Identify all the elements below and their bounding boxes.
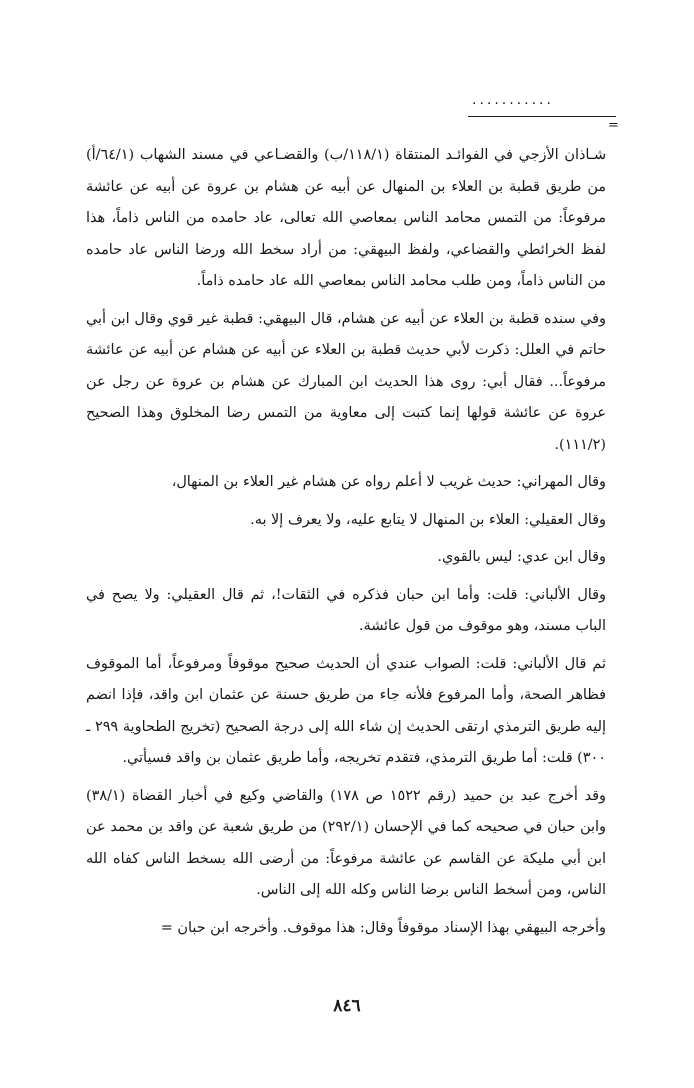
header-dots: ........... (472, 92, 554, 108)
paragraph-7: ثم قال الألباني: قلت: الصواب عندي أن الحديث صحيح موقوفاً ومرفوعاً، أما الموقوف فظاهر الصحة، وأما المرفوع فلأنه جاء من طريق حسنة عن عثمان ابن واقد، فإذا انضم إليه طريق الترمذي ارتقى الحديث إن شاء الله إلى درجة الصحيح (تخريج الطحاوية ٢٩٩ ـ ٣٠٠) قلت: أما طريق الترمذي، فتقدم تخريجه، وأما طريق عثمان بن واقد فسيأتي. (86, 655, 606, 766)
paragraph-8: وقد أخرج عبد بن حميد (رقم ١٥٢٢ ص ١٧٨) والقاضي وكيع في أخبار القضاة (٣٨/١) وابن حبان في صحيحه كما في الإحسان (٢٩٢/١) من طريق شعبة عن واقد بن محمد عن ابن أبي مليكة عن القاسم عن عائشة مرفوعاً: من أرضى الله بسخط الناس كفاه الله الناس، ومن أسخط الناس برضا الناس وكله الله إلى الناس. (86, 787, 607, 898)
paragraph-5: وقال ابن عدي: ليس بالقوي. (437, 549, 606, 565)
paragraph-1: شـاذان الأزجي في الفوائـد المنتقاة (١١٨/١/ب) والقضـاعي في مسند الشهاب (٦٤/١/أ) من طريق قطبة بن العلاء بن المنهال عن أبيه عن هشام بن عروة عن أبيه عن عائشة مرفوعاً: من التمس محامد الناس بمعاصي الله تعالى، عاد حامده من الناس ذاماً، هذا لفظ الخرائطي والقضاعي، ولفظ البيهقي: من أراد سخط الله ورضا الناس عاد حامده من الناس ذاماً، ومن طلب محامد الناس بمعاصي الله عاد حامده ذاماً. (86, 147, 607, 289)
paragraph-3: وقال المهراني: حديث غريب لا أعلم رواه عن هشام غير العلاء بن المنهال، (171, 474, 606, 490)
footnote-body (86, 140, 606, 950)
page-number: ٨٤٦ (333, 996, 361, 1016)
paragraph-4: وقال العقيلي: العلاء بن المنهال لا يتابع عليه، ولا يعرف إلا به. (250, 511, 606, 528)
footnote-separator-rule (468, 116, 616, 117)
paragraph-6: وقال الألباني: قلت: وأما ابن حبان فذكره في الثقات!، ثم قال العقيلي: ولا يصح في الباب مسند، وهو موقوف من قول عائشة. (86, 586, 606, 634)
continuation-mark: = (608, 118, 619, 133)
paragraph-2: وفي سنده قطبة بن العلاء عن أبيه عن هشام، قال البيهقي: قطبة غير قوي وقال ابن أبي حاتم في العلل: ذكرت لأبي حديث قطبة بن العلاء عن أبيه عن هشام عن أبيه عن عائشة مرفوعاً... فقال أبي: روى هذا الحديث ابن المبارك عن هشام بن عروة عن رجل عن عروة عن عائشة قولها إنما كتبت إلى معاوية من التمس رضا المخلوق وهذا الصحيح (١١١/٢). (86, 310, 606, 453)
paragraph-9: وأخرجه البيهقي بهذا الإسناد موقوفاً وقال: هذا موقوف. وأخرجه ابن حبان = (160, 919, 606, 936)
